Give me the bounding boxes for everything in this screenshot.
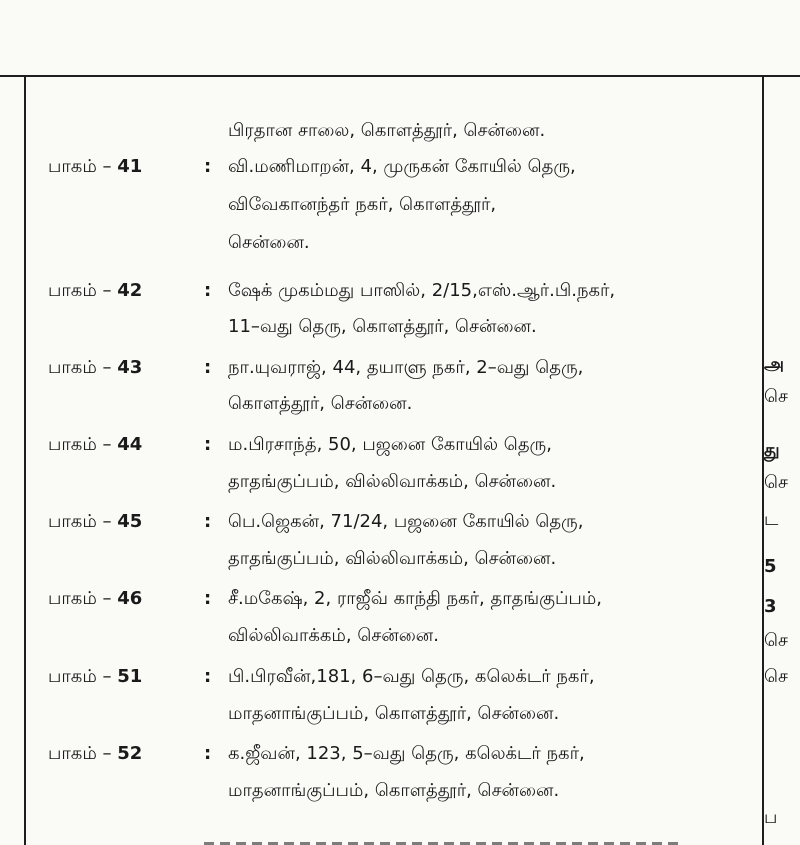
- address-line: 11–வது தெரு, கொளத்தூர், சென்னை.: [228, 316, 537, 337]
- cut-off-next-line: [204, 832, 724, 845]
- part-number: 44: [117, 434, 143, 455]
- part-number: 46: [117, 588, 143, 609]
- address-line: விவேகானந்தர் நகர், கொளத்தூர்,: [228, 194, 497, 215]
- adjacent-column-fragment: செ: [764, 630, 788, 651]
- part-number: 51: [117, 666, 143, 687]
- part-number: 43: [117, 357, 143, 378]
- address-line: சீ.மகேஷ், 2, ராஜீவ் காந்தி நகர், தாதங்குப்பம்,: [228, 588, 603, 609]
- part-number: 45: [117, 511, 143, 532]
- part-number: 52: [117, 743, 143, 764]
- appointee-list-column: [26, 77, 762, 845]
- address-line: கொளத்தூர், சென்னை.: [228, 393, 413, 414]
- separator-colon: :: [204, 357, 212, 378]
- address-line: பெ.ஜெகன், 71/24, பஜனை கோயில் தெரு,: [228, 511, 584, 532]
- address-line: ஷேக் முகம்மது பாஸில், 2/15,எஸ்.ஆர்.பி.நகர்,: [228, 280, 616, 301]
- address-line: பி.பிரவீன்,181, 6–வது தெரு, கலெக்டர் நகர்,: [228, 666, 595, 687]
- address-line: சென்னை.: [228, 232, 310, 253]
- address-line: மாதனாங்குப்பம், கொளத்தூர், சென்னை.: [228, 780, 560, 801]
- part-label: பாகம் – 41: [48, 156, 143, 177]
- address-line: நா.யுவராஜ், 44, தயாளு நகர், 2–வது தெரு,: [228, 357, 584, 378]
- part-label: பாகம் – 42: [48, 280, 143, 301]
- adjacent-column-fragment: 5: [764, 556, 777, 577]
- adjacent-column-fragment: செ: [764, 386, 788, 407]
- separator-colon: :: [204, 743, 212, 764]
- part-number: 41: [117, 156, 143, 177]
- part-label: பாகம் – 45: [48, 511, 143, 532]
- address-line: வி.மணிமாறன், 4, முருகன் கோயில் தெரு,: [228, 156, 576, 177]
- part-label: பாகம் – 52: [48, 743, 143, 764]
- adjacent-column-fragment: ட: [764, 509, 779, 530]
- part-label: பாகம் – 51: [48, 666, 143, 687]
- address-line: ம.பிரசாந்த், 50, பஜனை கோயில் தெரு,: [228, 434, 552, 455]
- part-label: பாகம் – 44: [48, 434, 143, 455]
- adjacent-column-fragment: அ: [764, 354, 785, 375]
- part-label: பாகம் – 46: [48, 588, 143, 609]
- adjacent-column-fragment: ப: [764, 807, 778, 828]
- part-label: பாகம் – 43: [48, 357, 143, 378]
- address-line: க.ஜீவன், 123, 5–வது தெரு, கலெக்டர் நகர்,: [228, 743, 585, 764]
- separator-colon: :: [204, 434, 212, 455]
- adjacent-column-fragment: செ: [764, 472, 788, 493]
- separator-colon: :: [204, 156, 212, 177]
- address-line: வில்லிவாக்கம், சென்னை.: [228, 625, 439, 646]
- part-number: 42: [117, 280, 143, 301]
- lead-address-line: பிரதான சாலை, கொளத்தூர், சென்னை.: [228, 120, 546, 141]
- address-line: தாதங்குப்பம், வில்லிவாக்கம், சென்னை.: [228, 548, 557, 569]
- address-line: மாதனாங்குப்பம், கொளத்தூர், சென்னை.: [228, 703, 560, 724]
- adjacent-column-fragment: செ: [764, 666, 788, 687]
- adjacent-column-fragment: து: [764, 440, 780, 461]
- separator-colon: :: [204, 511, 212, 532]
- address-line: தாதங்குப்பம், வில்லிவாக்கம், சென்னை.: [228, 471, 557, 492]
- adjacent-column-fragment: 3: [764, 596, 777, 617]
- separator-colon: :: [204, 666, 212, 687]
- separator-colon: :: [204, 280, 212, 301]
- separator-colon: :: [204, 588, 212, 609]
